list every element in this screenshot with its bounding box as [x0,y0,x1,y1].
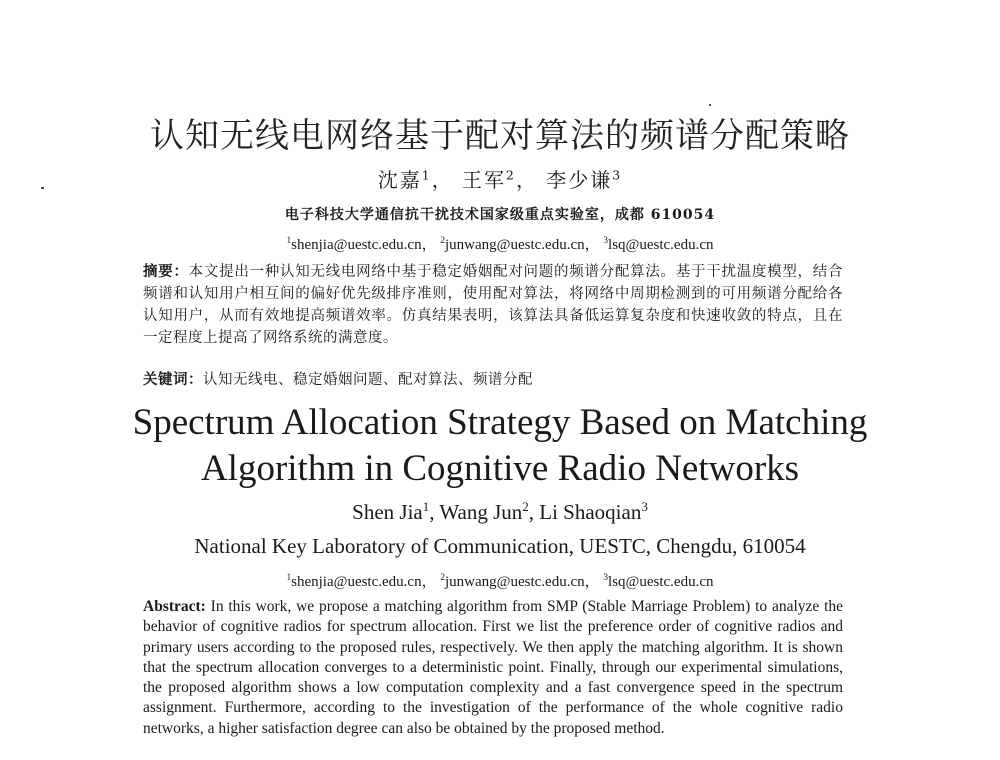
english-abstract-label: Abstract: [143,598,206,615]
author-name: 李少谦 [546,168,613,192]
chinese-authors: 沈嘉$^1$， 王军$^2$， 李少谦$^3$ [377,167,623,192]
author-sup: 3 [612,167,623,183]
author-name: 沈嘉 [377,168,422,192]
email: lsq@uestc.edu.cn [608,574,714,590]
scan-speck [41,187,44,189]
chinese-keywords-text: 认知无线电、稳定婚姻问题、配对算法、频谱分配 [203,372,533,388]
email: junwang@uestc.edu.cn [445,237,585,253]
author-name: Li Shaoqian [539,500,642,524]
chinese-abstract-text: 本文提出一种认知无线电网络中基于稳定婚姻配对问题的频谱分配算法。基于干扰温度模型，结合频谱和认知用户相互间的偏好优先级排序准则，使用配对算法，将网络中周期检测到的可用频谱分配给各认知用户，从而有效地提高频谱效率。仿真结果表明，该算法具备低运算复杂度和快速收敛的特点，且在一定程度上提高了网络系统的满意度。 [143,264,844,346]
english-title [0,400,1000,492]
english-title-line-1: Spectrum Allocation Strategy Based on Matching [132,402,868,443]
email: shenjia@uestc.edu.cn [291,574,422,590]
english-affiliation: National Key Laboratory of Communication, UESTC, Chengdu, 610054 [194,534,806,558]
chinese-abstract [143,261,843,349]
chinese-keywords-label: 关键词： [143,372,203,388]
chinese-title: 认知无线电网络基于配对算法的频谱分配策略 [150,116,850,156]
email: shenjia@uestc.edu.cn [291,237,422,253]
author-name: Shen Jia [352,500,423,524]
english-emails: $^1$shenjia@uestc.edu.cn， $^2$junwang@uestc.edu.cn， $^3$lsq@uestc.edu.cn [286,573,714,590]
author-name: 王军 [462,168,507,192]
english-authors: Shen Jia$^1$, Wang Jun$^2$, Li Shaoqian$^3$ [352,499,648,524]
chinese-emails: $^1$shenjia@uestc.edu.cn， $^2$junwang@uestc.edu.cn， $^3$lsq@uestc.edu.cn [286,236,714,253]
email: lsq@uestc.edu.cn [608,237,714,253]
scan-speck [709,104,711,106]
author-sup: 1 [421,167,432,183]
chinese-abstract-label: 摘要： [143,264,189,280]
english-abstract-text: In this work, we propose a matching algorithm from SMP (Stable Marriage Problem) to analyze the behavior of cognitive radios for spectrum allocation. First we list the preference order of cognitive radios and primary users according to the proposed rules, respectively. We then apply the matching algorithm. It is shown that the spectrum allocation converges to a deterministic point. Finally, through our experimental simulations, the proposed algorithm shows a low computation complexity and a fast convergence speed in the spectrum assignment. Furthermore, according to the investigation of the performance of the whole cognitive radio networks, a higher satisfaction degree can also be obtained by the proposed method. [143,598,844,737]
chinese-keywords [143,368,843,389]
chinese-affiliation: 电子科技大学通信抗干扰技术国家级重点实验室，成都 610054 [284,207,716,223]
author-sup: 2 [506,167,516,183]
english-abstract [143,597,843,739]
email: junwang@uestc.edu.cn [445,574,585,590]
english-title-line-2: Algorithm in Cognitive Radio Networks [200,448,800,489]
author-name: Wang Jun [439,500,523,524]
